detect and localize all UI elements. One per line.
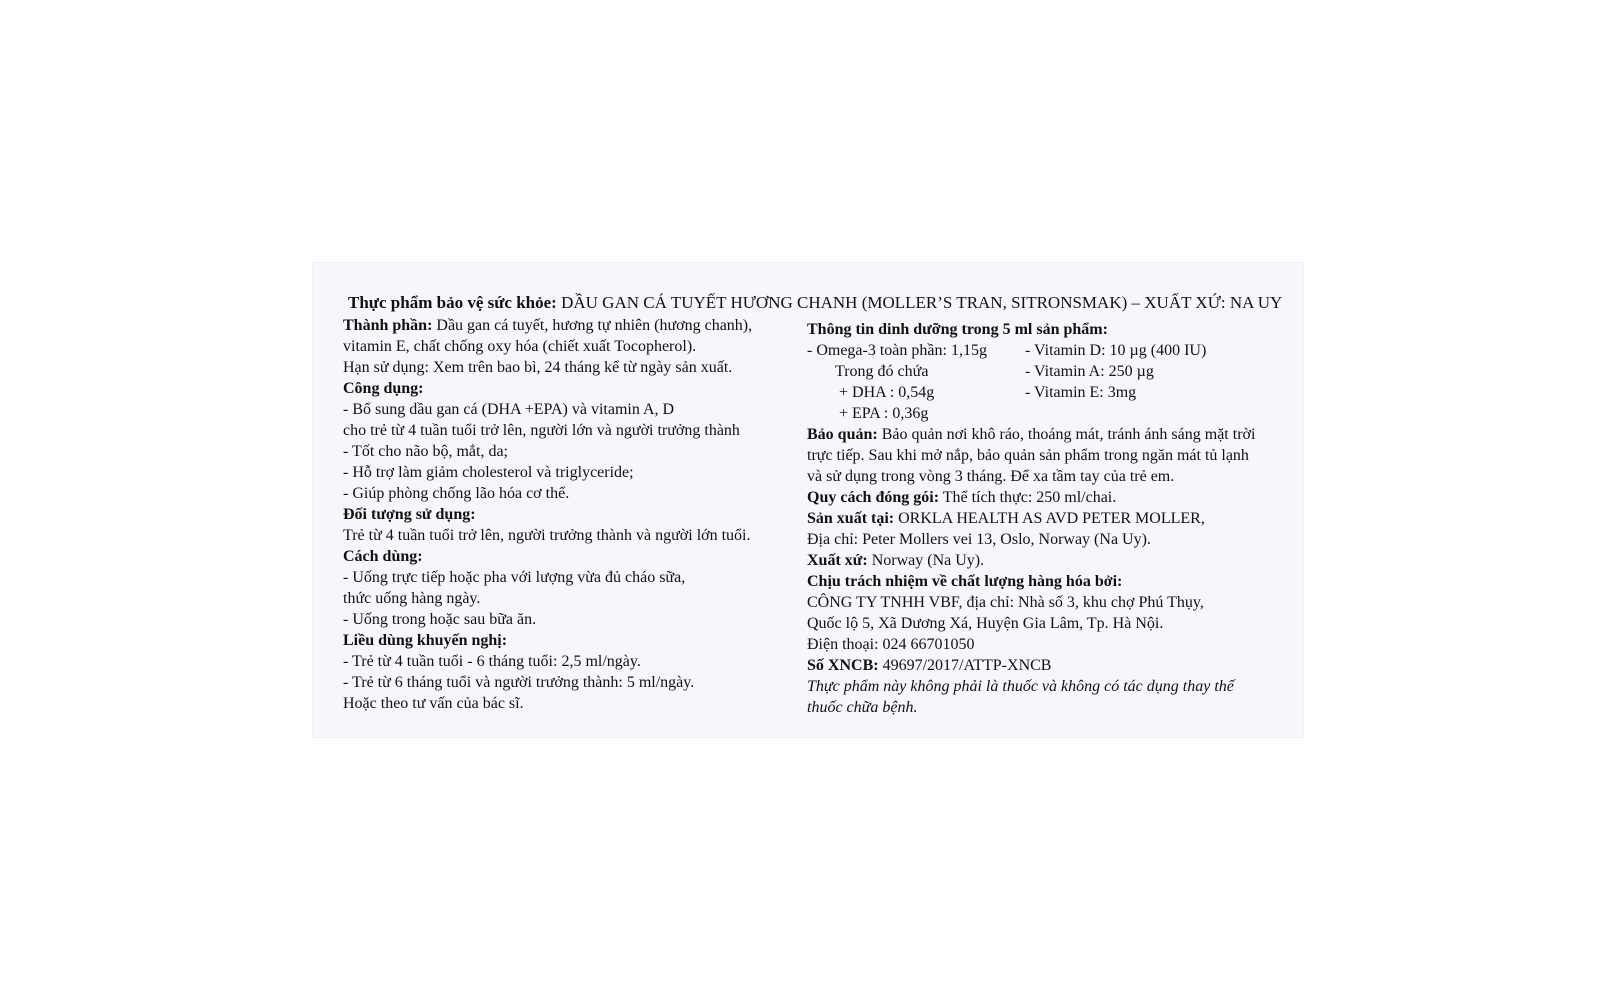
right-column bbox=[807, 319, 1287, 718]
uses-item: cho trẻ từ 4 tuần tuổi trở lên, người lớn và người trưởng thành bbox=[343, 422, 740, 439]
product-label bbox=[313, 263, 1303, 737]
maker-line: Sản xuất tại: ORKLA HEALTH AS AVD PETER MOLLER, bbox=[807, 510, 1205, 527]
disclaimer-line: Thực phẩm này không phải là thuốc và không có tác dụng thay thế bbox=[807, 678, 1234, 695]
uses-item: - Hỗ trợ làm giảm cholesterol và triglyceride; bbox=[343, 464, 634, 481]
contains-text: Trong đó chứa bbox=[835, 363, 929, 380]
xncb-line: Số XNCB: 49697/2017/ATTP-XNCB bbox=[807, 657, 1052, 674]
vitamin-a-value: - Vitamin A: 250 µg bbox=[1025, 363, 1154, 380]
target-text: Trẻ từ 4 tuần tuổi trở lên, người trưởng thành và người lớn tuổi. bbox=[343, 527, 751, 544]
dosage-item: - Trẻ từ 6 tháng tuổi và người trưởng thành: 5 ml/ngày. bbox=[343, 674, 695, 691]
origin-line: Xuất xứ: Norway (Na Uy). bbox=[807, 552, 985, 569]
nutrition-table bbox=[807, 340, 1287, 424]
dha-value: + DHA : 0,54g bbox=[839, 384, 935, 401]
target-heading: Đối tượng sử dụng: bbox=[343, 506, 476, 523]
responsibility-heading: Chịu trách nhiệm về chất lượng hàng hóa bởi: bbox=[807, 573, 1123, 590]
ingredients-line: Thành phần: Dầu gan cá tuyết, hương tự nhiên (hương chanh), bbox=[343, 317, 753, 334]
phone-line: Điện thoại: 024 66701050 bbox=[807, 636, 975, 653]
dosage-item: Hoặc theo tư vấn của bác sĩ. bbox=[343, 695, 524, 712]
left-column bbox=[343, 315, 783, 714]
dosage-heading: Liều dùng khuyến nghị: bbox=[343, 632, 508, 649]
epa-value: + EPA : 0,36g bbox=[839, 405, 929, 422]
dosage-item: - Trẻ từ 4 tuần tuổi - 6 tháng tuổi: 2,5 ml/ngày. bbox=[343, 653, 641, 670]
usage-item: thức uống hàng ngày. bbox=[343, 590, 481, 607]
storage-line: Bảo quản: Bảo quản nơi khô ráo, thoáng mát, tránh ánh sáng mặt trời bbox=[807, 426, 1256, 443]
vitamin-d-value: - Vitamin D: 10 µg (400 IU) bbox=[1025, 342, 1207, 359]
storage-line-3: và sử dụng trong vòng 3 tháng. Để xa tầm tay của trẻ em. bbox=[807, 468, 1175, 485]
disclaimer-line-2: thuốc chữa bệnh. bbox=[807, 699, 918, 716]
expiry-line: Hạn sử dụng: Xem trên bao bì, 24 tháng kể từ ngày sản xuất. bbox=[343, 359, 733, 376]
usage-heading: Cách dùng: bbox=[343, 548, 423, 565]
vitamin-e-value: - Vitamin E: 3mg bbox=[1025, 384, 1137, 401]
omega-value: - Omega-3 toàn phần: 1,15g bbox=[807, 342, 987, 359]
uses-heading: Công dụng: bbox=[343, 380, 424, 397]
ingredients-line-2: vitamin E, chất chống oxy hóa (chiết xuất Tocopherol). bbox=[343, 338, 697, 355]
uses-item: - Bổ sung dầu gan cá (DHA +EPA) và vitamin A, D bbox=[343, 401, 675, 418]
uses-item: - Tốt cho não bộ, mắt, da; bbox=[343, 443, 508, 460]
usage-item: - Uống trực tiếp hoặc pha với lượng vừa đủ cháo sữa, bbox=[343, 569, 686, 586]
maker-address: Địa chỉ: Peter Mollers vei 13, Oslo, Norway (Na Uy). bbox=[807, 531, 1151, 548]
nutrition-heading: Thông tin dinh dưỡng trong 5 ml sản phẩm: bbox=[807, 321, 1108, 338]
storage-line-2: trực tiếp. Sau khi mở nắp, bảo quản sản phẩm trong ngăn mát tủ lạnh bbox=[807, 447, 1249, 464]
responsibility-line: Quốc lộ 5, Xã Dương Xá, Huyện Gia Lâm, Tp. Hà Nội. bbox=[807, 615, 1164, 632]
product-title: Thực phẩm bảo vệ sức khỏe: DẦU GAN CÁ TUYẾT HƯƠNG CHANH (MOLLER’S TRAN, SITRONSMAK) – XUẤT XỨ: NA UY bbox=[348, 293, 1283, 312]
usage-item: - Uống trong hoặc sau bữa ăn. bbox=[343, 611, 537, 628]
responsibility-line: CÔNG TY TNHH VBF, địa chỉ: Nhà số 3, khu chợ Phú Thụy, bbox=[807, 594, 1204, 611]
uses-item: - Giúp phòng chống lão hóa cơ thể. bbox=[343, 485, 570, 502]
packaging-line: Quy cách đóng gói: Thể tích thực: 250 ml/chai. bbox=[807, 489, 1117, 506]
